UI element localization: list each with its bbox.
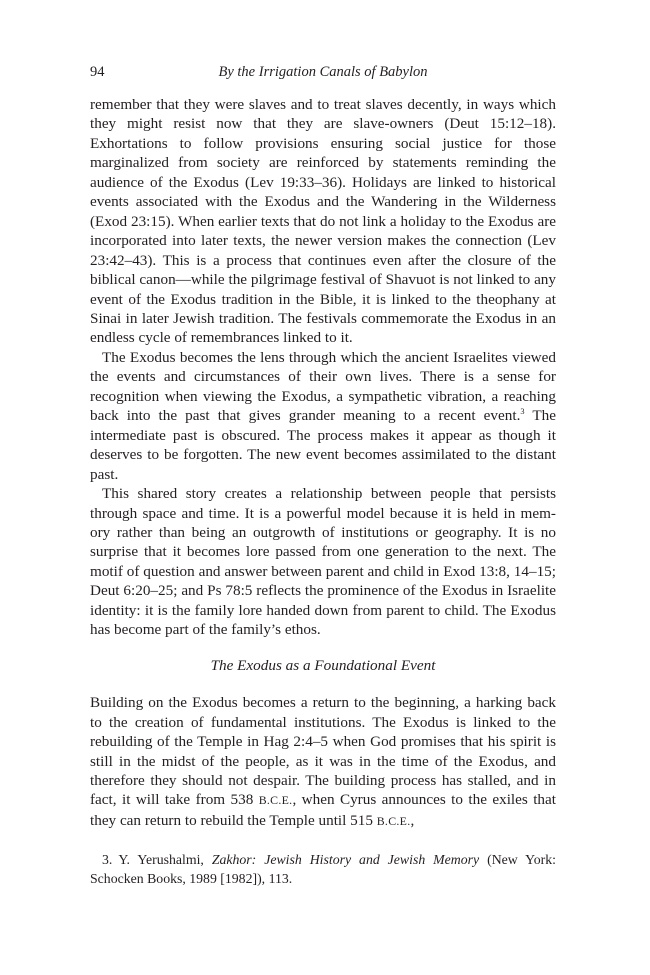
paragraph-2 <box>90 348 556 484</box>
footnote-number: 3. <box>102 852 113 867</box>
paragraph-2-text-b: The intermediate past is obscured. The process makes it appear as though it deserves to be forgotten. The new event becomes assimilated to the distant past. <box>90 407 556 483</box>
footnote-publication: (New York: Schocken Books, 1989 [1982]), 113. <box>90 852 556 886</box>
page-header <box>90 63 556 81</box>
page-number: 94 <box>90 64 105 80</box>
era-abbrev: B.C.E. <box>258 793 293 808</box>
footnote-author: Y. Yerushalmi, <box>118 852 212 867</box>
paragraph-4-text-a: Building on the Exodus becomes a return to the beginning, a harking back to the creation of fundamental institutions. The Exodus is linked to the rebuilding of the Temple in Hag 2:4–5 when God promises that his spirit is still in the midst of the people, as it was in the time of the Exodus, and therefore they should not despair. The building process has stalled, and in fact, it will take from 538 <box>90 694 556 809</box>
footnote-title: Zakhor: Jewish History and Jewish Memory <box>211 852 480 867</box>
paragraph-4 <box>90 693 556 831</box>
era-abbrev: B.C.E. <box>376 813 411 828</box>
running-title: By the Irrigation Canals of Babylon <box>218 64 428 80</box>
paragraph-4-text-c: , <box>410 811 415 829</box>
footnote <box>90 851 556 888</box>
paragraph-3: This shared story creates a relationship between people that persists through space and time. It is a powerful model because it is held in mem-ory rather than being an outgrowth of institutions or geography. It is no surprise that it becomes lore passed from one generation to the next. The motif of question and answer between parent and child in Exod 13:8, 14–15; Deut 6:20–25; and Ps 78:5 reflects the prominence of the Exodus in Israelite identity: it is the family lore handed down from parent to child. The Exodus has become part of the family’s ethos. <box>90 485 556 639</box>
paragraph-4-text-b: , when Cyrus announces to the exiles that they can return to rebuild the Temple until 515 <box>90 791 556 829</box>
paragraph-2-text-a: The Exodus becomes the lens through which the ancient Israelites viewed the events and circumstances of their own lives. There is a sense for recognition when viewing the Exodus, a sympathetic vibration, a reaching back into the past that gives grander meaning to a recent event. <box>90 348 556 425</box>
paragraph-1: remember that they were slaves and to treat slaves decently, in ways which they might resist now that they are slave-owners (Deut 15:12–18). Exhortations to follow provisions ensuring social justice for those marginalized from society are reinforced by statements reminding the audience of the Exodus (Lev 19:33–36). Holidays are linked to historical events associated with the Exodus and the Wandering in the Wilderness (Exod 23:15). When earlier texts that do not link a holiday to the Exodus are incorporated into later texts, the newer version makes the connection (Lev 23:42–43). This is a process that continues even after the closure of the biblical canon—while the pilgrimage festival of Shavuot is not linked to any event of the Exodus tradition in the Bible, it is linked to the theophany at Sinai in later Jewish tradition. The festivals commemorate the Exodus in an endless cycle of remembrances linked to it. <box>90 96 556 347</box>
body-text <box>90 95 556 831</box>
footnote-reference[interactable]: 3 <box>520 407 525 417</box>
section-heading: The Exodus as a Foundational Event <box>210 656 436 674</box>
